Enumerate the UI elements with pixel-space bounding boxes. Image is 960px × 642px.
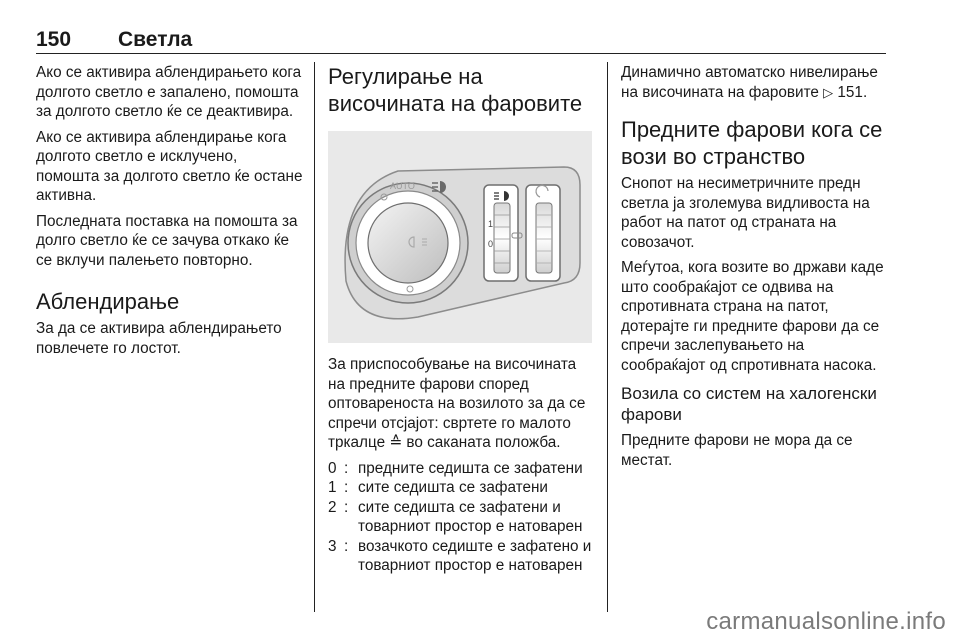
column-1 <box>36 63 304 364</box>
paragraph-headlight-range <box>328 355 596 453</box>
chapter-title: Светла <box>118 28 193 51</box>
page-reference[interactable]: 151. <box>837 83 868 101</box>
page-header <box>36 28 886 50</box>
list-item: 2 : сите седишта се зафатени и товарниот простор е натоварен <box>328 498 583 535</box>
paragraph-text-end: во саканата положба. <box>406 434 561 451</box>
paragraph-text: За приспособување на височината на предните фарови според оптовареноста на возилото за да се спречи отсјајот: свртете го малото тркалце <box>328 356 586 451</box>
column-divider <box>314 62 315 612</box>
wheel-label-0: 0 <box>488 239 494 249</box>
paragraph-dynamic-leveling <box>621 63 889 102</box>
paragraph: Меѓутоа, кога возите во држави каде што сообраќајот се одвива на спротивната страна на патот, дотерајте ги предните фарови да се спречи заслепувањето на сообраќајот од спротивната насока. <box>621 259 884 374</box>
list-item: 3 : возачкото седиште е зафатено и товарниот простор е натоварен <box>328 537 592 574</box>
column-3 <box>621 63 889 476</box>
list-item: 0 : предните седишта се зафатени <box>328 459 583 477</box>
page-reference-icon: ▷ <box>823 84 834 100</box>
paragraph-text: Динамично автоматско нивелирање на височината на фаровите <box>621 64 878 101</box>
section-heading-headlight-range: Регулирање на височината на фаровите <box>328 64 583 116</box>
column-2 <box>328 63 596 576</box>
light-switch-figure <box>328 131 592 343</box>
paragraph: Ако се активира аблендирањето кога долгото светло е запалено, помошта за долгото светло ќе се деактивира. <box>36 64 302 120</box>
paragraph: Ако се активира аблендирање кога долгото светло е исклучено, помошта за долгото светло ќе остане активна. <box>36 128 303 204</box>
header-rule <box>36 53 886 54</box>
section-heading-halogen: Возила со систем на халогенски фарови <box>621 384 877 424</box>
paragraph: Предните фарови не мора да се местат. <box>621 432 853 469</box>
list-item: 1 : сите седишта се зафатени <box>328 479 548 496</box>
load-position-list <box>328 459 596 576</box>
section-heading-abroad: Предните фарови кога се вози во странство <box>621 117 883 169</box>
column-divider <box>607 62 608 612</box>
page-number: 150 <box>36 28 72 51</box>
wheel-label-1: 1 <box>488 219 494 229</box>
paragraph: Снопот на несиметричните предн светла ја зголемува видливоста на работ на патот од страната на совозачот. <box>621 175 870 251</box>
paragraph: Последната поставка на помошта за долго светло ќе се зачува откако ќе се вклучи палењето повторно. <box>36 212 298 269</box>
watermark: carmanualsonline.info <box>706 608 946 635</box>
thumbwheel-icon: ≙ <box>389 434 403 451</box>
auto-label: AUTO <box>390 181 415 191</box>
section-heading-dipped: Аблендирање <box>36 289 180 314</box>
paragraph: За да се активира аблендирањето повлечете го лостот. <box>36 320 282 357</box>
